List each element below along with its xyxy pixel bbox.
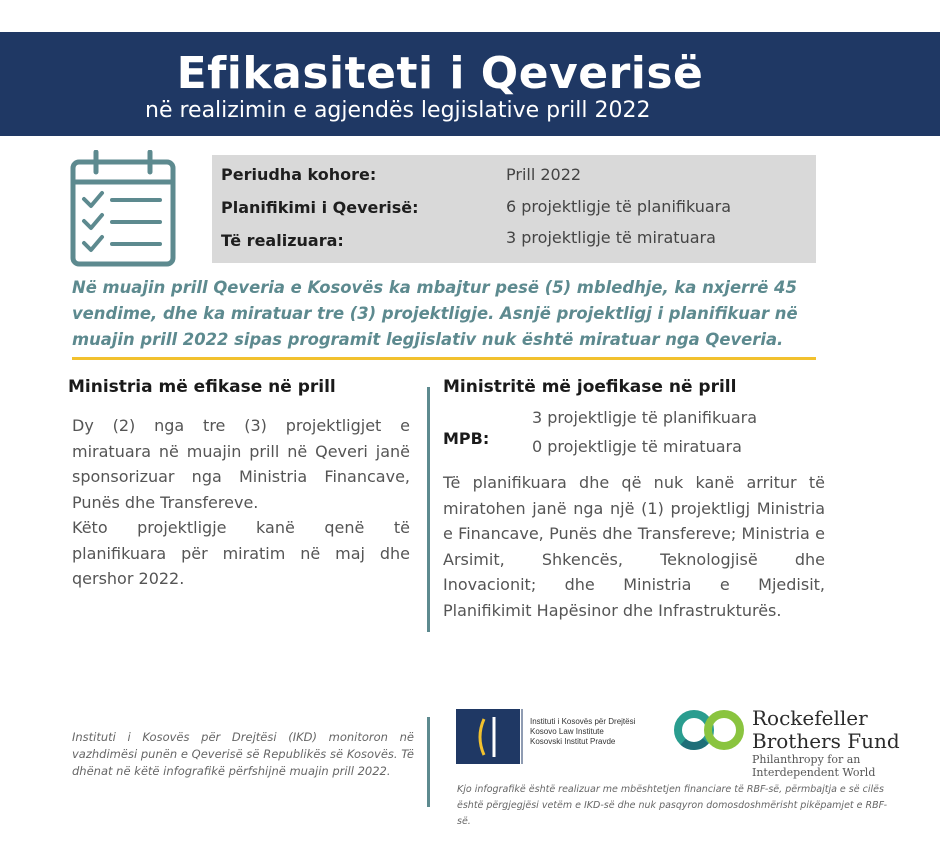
section-divider xyxy=(427,387,430,632)
calendar-checklist-icon xyxy=(68,150,178,268)
footer-divider xyxy=(427,717,430,807)
rbf-name-line-1: Rockefeller xyxy=(752,706,868,730)
ikd-name-en: Kosovo Law Institute xyxy=(530,727,604,736)
plan-label: Planifikimi i Qeverisë: xyxy=(221,198,419,217)
plan-value: 6 projektligje të planifikuara xyxy=(506,197,732,216)
realized-value: 3 projektligje të miratuara xyxy=(506,228,716,247)
summary-line: Në muajin prill Qeveria e Kosovës ka mbajtur pesë (5) mbledhje, ka nxjerrë 45 xyxy=(72,278,797,297)
realized-label: Të realizuara: xyxy=(221,231,344,250)
right-section-body: Të planifikuara dhe që nuk kanë arritur të miratohen janë nga një (1) projektligj Ministria e Financave, Punës dhe Transfereve; Ministria e Arsimit, Shkencës, Teknologjisë dhe Inovacionit; dhe Ministria e Mjedisit, Planifikimit Hapësinor dhe Infrastrukturës. xyxy=(443,473,825,620)
right-section-title: Ministritë më joefikase në prill xyxy=(443,377,737,397)
left-paragraph-1: Dy (2) nga tre (3) projektligjet e miratuara në muajin prill në Qeveri janë sponsorizuar nga Ministria Financave, Punës dhe Transfereve. xyxy=(72,416,410,512)
mpb-label: MPB: xyxy=(443,429,490,448)
left-section-title: Ministria më efikase në prill xyxy=(68,377,336,397)
left-paragraph-2: Këto projektligje kanë qenë të planifikuara për miratim në maj dhe qershor 2022. xyxy=(72,518,410,588)
period-label: Periudha kohore: xyxy=(221,165,377,184)
period-value: Prill 2022 xyxy=(506,165,582,184)
summary-line: muajin prill 2022 sipas programit legjislativ nuk është miratuar nga Qeveria. xyxy=(72,330,784,349)
ikd-logo-text xyxy=(530,717,635,747)
mpb-planned: 3 projektligje të planifikuara xyxy=(532,408,758,427)
rbf-name-line-2: Brothers Fund xyxy=(752,729,900,753)
page-subtitle: në realizimin e agjendës legjislative prill 2022 xyxy=(145,98,651,123)
summary-text xyxy=(72,275,820,353)
mpb-approved: 0 projektligje të miratuara xyxy=(532,437,742,456)
rbf-tagline: Philanthropy for an Interdependent World xyxy=(752,753,876,779)
summary-underline xyxy=(72,357,816,360)
footer-disclaimer: Kjo infografikë është realizuar me mbështetjen financiare të RBF-së, përmbajtja e së cilës është përgjegjësi vetëm e IKD-së dhe nuk pasqyron domosdoshmërisht pikëpamjet e RBF-së. xyxy=(457,784,888,827)
ikd-name-sr: Kosovski Institut Pravde xyxy=(530,737,616,746)
footer-note: Instituti i Kosovës për Drejtësi (IKD) monitoron në vazhdimësi punën e Qeverisë së Republikës së Kosovës. Të dhënat në këtë infografikë përfshijnë muajin prill 2022. xyxy=(72,730,414,778)
summary-line: vendime, dhe ka miratuar tre (3) projektligje. Asnjë projektligj i planifikuar në xyxy=(72,304,798,323)
info-box xyxy=(212,155,816,263)
rbf-name xyxy=(752,707,900,753)
header-banner xyxy=(0,32,940,136)
left-section-body xyxy=(72,413,410,592)
rbf-logo-icon xyxy=(672,707,747,752)
ikd-name-sq: Instituti i Kosovës për Drejtësi xyxy=(530,717,636,726)
page-title: Efikasiteti i Qeverisë xyxy=(176,48,704,99)
